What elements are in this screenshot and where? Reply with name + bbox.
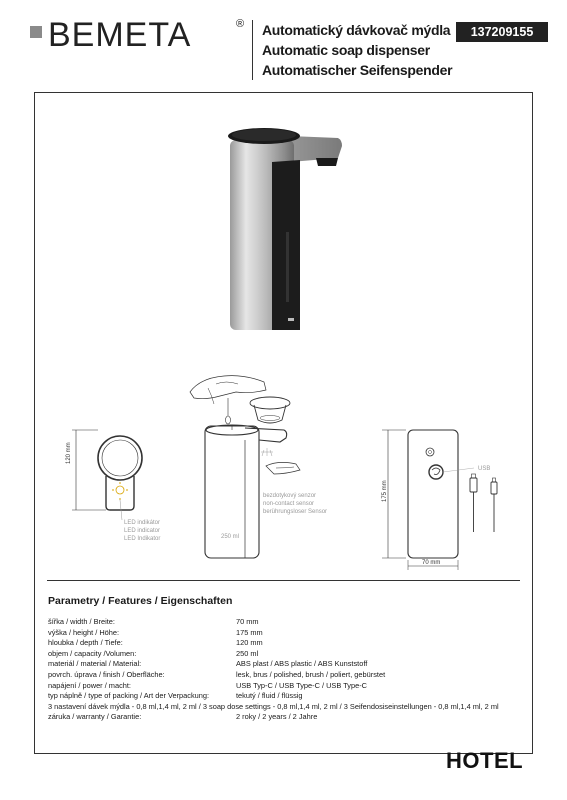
- dimension-height-small: 120 mm: [66, 442, 72, 464]
- product-photo: [220, 122, 350, 337]
- brand-name: BEMETA: [48, 16, 192, 54]
- product-code: 137209155: [456, 22, 548, 42]
- title-cz: Automatický dávkovač mýdla: [262, 22, 451, 38]
- spec-key: záruka / warranty / Garantie:: [48, 712, 142, 722]
- spec-value: 70 mm: [236, 617, 259, 626]
- title-en: Automatic soap dispenser: [262, 42, 430, 58]
- title-de: Automatischer Seifenspender: [262, 62, 453, 78]
- brand-logo: [30, 16, 245, 56]
- spec-key: hloubka / depth / Tiefe:: [48, 638, 123, 648]
- spec-value: USB Typ-C / USB Type-C / USB Type-C: [236, 680, 368, 690]
- usb-label: USB: [478, 466, 491, 472]
- section-separator: [47, 580, 520, 581]
- spec-value: 2 roky / 2 years / 2 Jahre: [236, 712, 318, 722]
- dimension-height: 175 mm: [382, 480, 388, 502]
- product-line-label: HOTEL: [446, 748, 524, 773]
- spec-value: lesk, brus / polished, brush / poliert, gebürstet: [236, 669, 386, 679]
- spec-key: objem / capacity /Volumen:: [48, 648, 137, 658]
- sensor-label-de: berührungsloser Sensor: [263, 509, 328, 515]
- spec-key: šířka / width / Breite:: [48, 617, 115, 626]
- spec-key: napájení / power / macht:: [48, 680, 131, 690]
- volume-label: 250 ml: [221, 534, 240, 540]
- header-divider: [252, 20, 253, 80]
- led-label-en: LED indicator: [124, 528, 161, 534]
- spec-key: typ náplně / type of packing / Art der Verpackung:: [48, 691, 210, 701]
- spec-value: 175 mm: [236, 627, 263, 637]
- logo-square: [30, 26, 42, 38]
- sensor-label-en: non-contact sensor: [263, 501, 315, 507]
- registered-mark: ®: [236, 18, 245, 30]
- spec-value: tekutý / fluid / flüssig: [236, 691, 303, 701]
- dimension-width: 70 mm: [422, 560, 441, 566]
- spec-value: 250 ml: [236, 648, 259, 658]
- spec-value: 120 mm: [236, 638, 263, 648]
- sensor-label-cz: bezdotykový senzor: [263, 493, 317, 499]
- spec-dose-settings: 3 nastavení dávek mýdla - 0,8 ml,1,4 ml, 2 ml / 3 soap dose settings - 0,8 ml,1,4 ml, 2 ml / 3 Seifendosiseinstellungen - 0,8 ml,1,4 ml, 2 ml: [48, 701, 499, 711]
- features-title: Parametry / Features / Eigenschaften: [48, 595, 233, 607]
- sensor-label: [263, 492, 327, 516]
- spec-value: ABS plast / ABS plastic / ABS Kunststoff: [236, 659, 368, 669]
- led-label-cz: LED indikátor: [124, 520, 161, 526]
- spec-key: výška / height / Höhe:: [48, 627, 120, 637]
- spec-key: povrch. úprava / finish / Oberfläche:: [48, 669, 165, 679]
- product-titles: [262, 20, 452, 80]
- spec-key: materiál / material / Material:: [48, 659, 142, 669]
- led-label-de: LED Indikator: [124, 536, 161, 542]
- led-label: [124, 519, 160, 543]
- technical-drawings: [40, 360, 530, 575]
